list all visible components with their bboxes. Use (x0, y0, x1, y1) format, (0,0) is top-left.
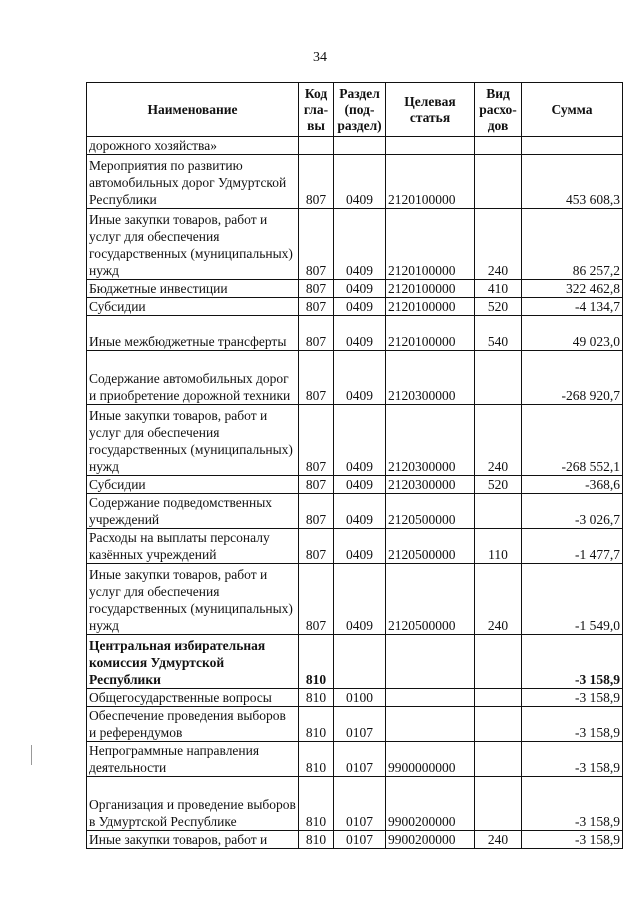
cell-expense-type: 540 (475, 316, 522, 351)
cell-chapter-code: 807 (299, 476, 334, 494)
cell-target-article: 2120100000 (386, 209, 475, 280)
cell-amount: -3 158,9 (522, 831, 623, 849)
cell-name: Иные закупки товаров, работ и (87, 831, 299, 849)
cell-target-article: 2120100000 (386, 155, 475, 209)
cell-amount: 86 257,2 (522, 209, 623, 280)
cell-expense-type: 240 (475, 831, 522, 849)
cell-chapter-code: 810 (299, 689, 334, 707)
cell-expense-type (475, 137, 522, 155)
cell-name: Обеспечение проведения выборов и референдумов (87, 707, 299, 742)
cell-target-article: 2120100000 (386, 280, 475, 298)
cell-amount: -3 158,9 (522, 689, 623, 707)
cell-name: дорожного хозяйства» (87, 137, 299, 155)
cell-section: 0409 (334, 494, 386, 529)
cell-chapter-code: 810 (299, 635, 334, 689)
budget-table (86, 82, 623, 849)
cell-section: 0409 (334, 155, 386, 209)
cell-chapter-code: 807 (299, 155, 334, 209)
cell-section: 0409 (334, 564, 386, 635)
cell-chapter-code: 807 (299, 316, 334, 351)
cell-expense-type (475, 742, 522, 777)
cell-target-article: 9900200000 (386, 777, 475, 831)
cell-amount: -3 158,9 (522, 635, 623, 689)
cell-expense-type (475, 707, 522, 742)
cell-chapter-code: 810 (299, 831, 334, 849)
cell-target-article: 2120500000 (386, 494, 475, 529)
cell-chapter-code: 807 (299, 298, 334, 316)
cell-expense-type: 410 (475, 280, 522, 298)
cell-amount: 322 462,8 (522, 280, 623, 298)
cell-name: Субсидии (87, 476, 299, 494)
cell-name: Общегосударственные вопросы (87, 689, 299, 707)
cell-expense-type: 240 (475, 405, 522, 476)
cell-name: Иные межбюджетные трансферты (87, 316, 299, 351)
cell-section: 0409 (334, 316, 386, 351)
cell-name: Содержание подведомственных учреждений (87, 494, 299, 529)
cell-target-article: 2120300000 (386, 476, 475, 494)
cell-amount (522, 137, 623, 155)
table-row (87, 298, 623, 316)
cell-expense-type (475, 635, 522, 689)
table-row (87, 155, 623, 209)
cell-chapter-code: 807 (299, 405, 334, 476)
cell-expense-type (475, 351, 522, 405)
table-row (87, 689, 623, 707)
margin-mark (31, 745, 32, 765)
cell-expense-type (475, 689, 522, 707)
table-row (87, 351, 623, 405)
cell-expense-type: 520 (475, 298, 522, 316)
cell-name: Организация и проведение выборов в Удмуртской Республике (87, 777, 299, 831)
cell-name: Мероприятия по развитию автомобильных дорог Удмуртской Республики (87, 155, 299, 209)
table-row (87, 209, 623, 280)
cell-chapter-code: 810 (299, 742, 334, 777)
table-body (87, 137, 623, 849)
cell-section: 0409 (334, 298, 386, 316)
table-row (87, 635, 623, 689)
cell-chapter-code (299, 137, 334, 155)
cell-section: 0107 (334, 742, 386, 777)
table-row (87, 777, 623, 831)
cell-amount: -3 158,9 (522, 707, 623, 742)
cell-section (334, 137, 386, 155)
table-row (87, 831, 623, 849)
cell-chapter-code: 810 (299, 777, 334, 831)
cell-expense-type: 240 (475, 564, 522, 635)
cell-chapter-code: 807 (299, 209, 334, 280)
cell-expense-type: 240 (475, 209, 522, 280)
cell-amount: -3 158,9 (522, 742, 623, 777)
cell-name: Иные закупки товаров, работ и услуг для обеспечения государственных (муниципальных) нужд (87, 564, 299, 635)
cell-target-article: 2120100000 (386, 298, 475, 316)
table-row (87, 564, 623, 635)
cell-chapter-code: 807 (299, 564, 334, 635)
cell-name: Бюджетные инвестиции (87, 280, 299, 298)
cell-target-article: 2120100000 (386, 316, 475, 351)
cell-name: Центральная избирательная комиссия Удмуртской Республики (87, 635, 299, 689)
cell-chapter-code: 807 (299, 494, 334, 529)
cell-target-article: 2120500000 (386, 529, 475, 564)
cell-name: Содержание автомобильных дорог и приобретение дорожной техники (87, 351, 299, 405)
cell-section: 0409 (334, 476, 386, 494)
table-row (87, 316, 623, 351)
table-header-row (87, 83, 623, 137)
cell-name: Расходы на выплаты персоналу казённых учреждений (87, 529, 299, 564)
header-name: Наименование (87, 83, 299, 137)
cell-amount: -4 134,7 (522, 298, 623, 316)
cell-amount: 453 608,3 (522, 155, 623, 209)
cell-amount: -3 026,7 (522, 494, 623, 529)
cell-section: 0409 (334, 405, 386, 476)
cell-target-article: 2120300000 (386, 405, 475, 476)
cell-amount: -268 552,1 (522, 405, 623, 476)
cell-target-article (386, 137, 475, 155)
cell-section: 0409 (334, 529, 386, 564)
header-target-article: Целевая статья (386, 83, 475, 137)
cell-expense-type: 520 (475, 476, 522, 494)
cell-name: Иные закупки товаров, работ и услуг для обеспечения государственных (муниципальных) нужд (87, 209, 299, 280)
cell-name: Непрограммные направления деятельности (87, 742, 299, 777)
cell-chapter-code: 810 (299, 707, 334, 742)
table-row (87, 405, 623, 476)
header-chapter-code: Код гла- вы (299, 83, 334, 137)
cell-target-article: 2120300000 (386, 351, 475, 405)
header-amount: Сумма (522, 83, 623, 137)
page-number: 34 (313, 50, 327, 65)
cell-expense-type: 110 (475, 529, 522, 564)
cell-chapter-code: 807 (299, 351, 334, 405)
cell-name: Иные закупки товаров, работ и услуг для обеспечения государственных (муниципальных) нужд (87, 405, 299, 476)
table-row (87, 707, 623, 742)
cell-section: 0107 (334, 777, 386, 831)
table-row (87, 494, 623, 529)
cell-section: 0409 (334, 209, 386, 280)
cell-expense-type (475, 777, 522, 831)
table-row (87, 476, 623, 494)
cell-target-article (386, 635, 475, 689)
cell-target-article: 9900000000 (386, 742, 475, 777)
cell-amount: -1 477,7 (522, 529, 623, 564)
table-row (87, 529, 623, 564)
cell-target-article (386, 707, 475, 742)
cell-section: 0100 (334, 689, 386, 707)
cell-chapter-code: 807 (299, 529, 334, 564)
cell-amount: -268 920,7 (522, 351, 623, 405)
cell-target-article: 2120500000 (386, 564, 475, 635)
cell-section (334, 635, 386, 689)
table-row (87, 137, 623, 155)
cell-chapter-code: 807 (299, 280, 334, 298)
table-row (87, 280, 623, 298)
cell-amount: -3 158,9 (522, 777, 623, 831)
cell-section: 0409 (334, 351, 386, 405)
header-expense-type: Вид расхо- дов (475, 83, 522, 137)
cell-section: 0107 (334, 831, 386, 849)
cell-target-article: 9900200000 (386, 831, 475, 849)
cell-amount: 49 023,0 (522, 316, 623, 351)
cell-amount: -1 549,0 (522, 564, 623, 635)
cell-expense-type (475, 494, 522, 529)
cell-amount: -368,6 (522, 476, 623, 494)
cell-name: Субсидии (87, 298, 299, 316)
cell-expense-type (475, 155, 522, 209)
header-section: Раздел (под- раздел) (334, 83, 386, 137)
table-row (87, 742, 623, 777)
cell-target-article (386, 689, 475, 707)
cell-section: 0409 (334, 280, 386, 298)
cell-section: 0107 (334, 707, 386, 742)
